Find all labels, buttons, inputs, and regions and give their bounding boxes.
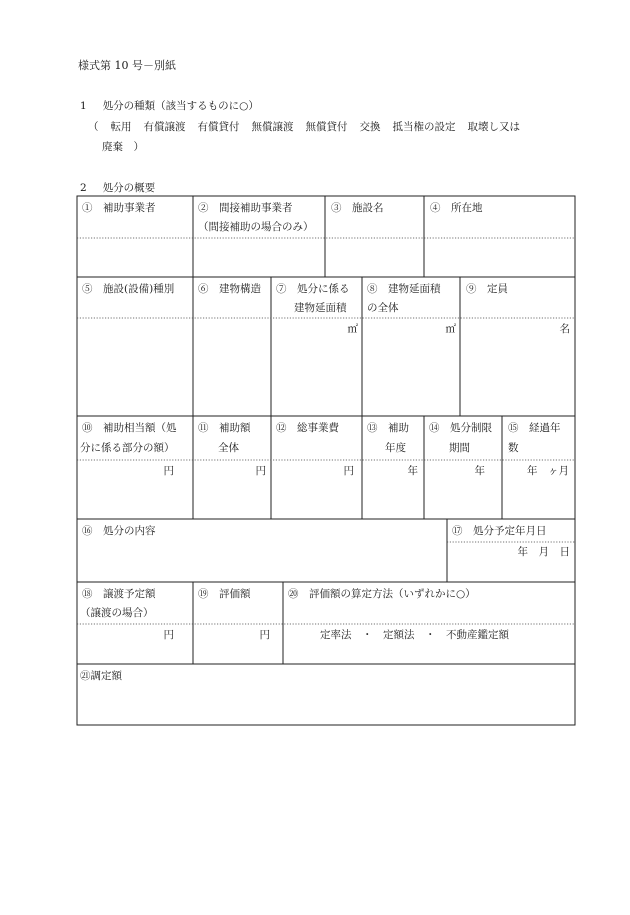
cell-header-9: ⑨ 定員 (466, 283, 508, 295)
cell-header-16: ⑯ 処分の内容 (82, 525, 156, 537)
unit-date: 年 月 日 (517, 546, 570, 558)
cell-header-2: ② 間接補助事業者 (198, 202, 293, 214)
cell-header-7: ⑦ 処分に係る (276, 283, 350, 295)
cell-header-14-line2: 期間 (449, 442, 470, 454)
option-item: 交換 (359, 121, 381, 133)
cell-header-20: ⑳ 評価額の算定方法（いずれかに○） (288, 588, 476, 600)
cell-header-8: ⑧ 建物延面積 (367, 283, 441, 295)
cell-header-1: ① 補助事業者 (82, 202, 156, 214)
cell-header-15-line2: 数 (508, 442, 519, 454)
unit-year-month: 年 ヶ月 (527, 465, 569, 477)
cell-header-7-line2: 建物延面積 (294, 302, 347, 314)
unit-sqm: ㎡ (347, 323, 358, 335)
section1-number: 1 (80, 100, 87, 112)
section2-number: 2 (80, 182, 87, 194)
cell-header-4: ④ 所在地 (430, 202, 483, 214)
option-item: 抵当権の設定 (392, 121, 456, 133)
cell-header-2-note: （間接補助の場合のみ） (198, 221, 314, 233)
option-item: 転用 (110, 121, 132, 133)
unit-year: 年 (474, 465, 485, 477)
cell-header-19: ⑲ 評価額 (198, 588, 251, 600)
cell-header-5: ⑤ 施設(設備)種別 (82, 283, 175, 295)
cell-header-18: ⑱ 譲渡予定額 (82, 588, 156, 600)
cell-header-18-note: （譲渡の場合） (80, 607, 154, 619)
form-number: 様式第 10 号－別紙 (78, 59, 176, 72)
section1-title: 処分の種類（該当するものに○） (102, 100, 259, 112)
cell-header-17: ⑰ 処分予定年月日 (452, 525, 547, 537)
cell-header-13-line2: 年度 (385, 442, 406, 454)
cell-header-11-line2: 全体 (218, 442, 239, 454)
option-item: 有償貸付 (197, 121, 240, 133)
option-item: 有償譲渡 (143, 121, 186, 133)
option-item: 取壊し又は (467, 121, 520, 133)
cell-header-10-line2: 分に係る部分の額） (80, 442, 175, 454)
unit-yen: 円 (163, 629, 174, 641)
cell-header-10: ⑩ 補助相当額（処 (82, 422, 177, 434)
cell-header-11: ⑪ 補助額 (198, 422, 251, 434)
cell-header-3: ③ 施設名 (331, 202, 384, 214)
option-item: 無償譲渡 (251, 121, 294, 133)
table-border (77, 196, 575, 725)
cell-header-15: ⑮ 経過年 (508, 422, 561, 434)
option-item: 無償貸付 (305, 121, 348, 133)
valuation-methods: 定率法 ・ 定額法 ・ 不動産鑑定額 (320, 629, 509, 641)
cell-header-12: ⑫ 総事業費 (276, 422, 339, 434)
open-paren: （ (88, 121, 99, 133)
unit-yen: 円 (163, 465, 174, 477)
cell-header-8-line2: の全体 (367, 302, 399, 314)
unit-yen: 円 (259, 629, 270, 641)
unit-persons: 名 (559, 323, 570, 335)
unit-sqm: ㎡ (445, 323, 456, 335)
unit-yen: 円 (343, 465, 354, 477)
cell-header-14: ⑭ 処分制限 (429, 422, 492, 434)
unit-yen: 円 (255, 465, 266, 477)
cell-header-6: ⑥ 建物構造 (198, 283, 261, 295)
section2-title: 処分の概要 (102, 182, 156, 194)
cell-header-21: ㉑調定額 (80, 670, 122, 682)
cell-header-13: ⑬ 補助 (367, 422, 409, 434)
option-item-continued: 廃棄 ） (102, 141, 144, 153)
unit-year: 年 (407, 465, 418, 477)
